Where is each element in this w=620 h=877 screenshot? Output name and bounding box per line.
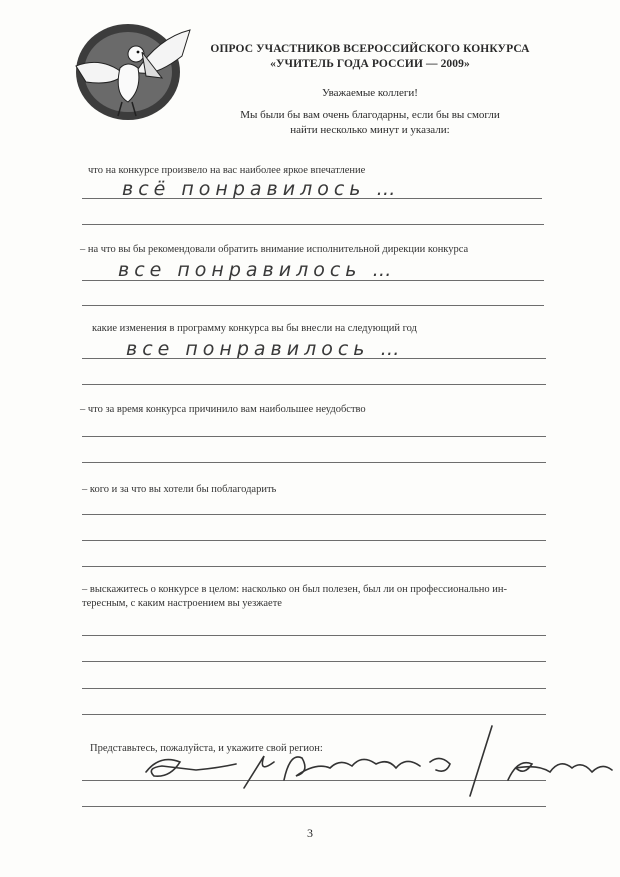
intro-text (210, 108, 530, 138)
question-4: – что за время конкурса причинило вам наибольшее неудобство (80, 404, 366, 415)
question-3: какие изменения в программу конкурса вы бы внесли на следующий год (92, 323, 417, 334)
question-2: – на что вы бы рекомендовали обратить внимание исполнительной дирекции конкурса (80, 244, 469, 255)
answer-line (82, 224, 544, 225)
answer-line (82, 688, 546, 689)
question-6-line-1: – выскажитесь о конкурсе в целом: насколько он был полезен, был ли он профессионально ин- (82, 584, 507, 595)
question-5: – кого и за что вы хотели бы поблагодарить (82, 484, 277, 495)
question-7: Представьтесь, пожалуйста, и укажите свой регион: (90, 743, 323, 754)
answer-line (82, 280, 544, 281)
answer-line (82, 198, 542, 199)
answer-line (82, 806, 546, 807)
answer-line (82, 566, 546, 567)
answer-line (82, 305, 544, 306)
pelican-logo (62, 16, 194, 128)
question-6-line-2: тересным, с каким настроением вы уезжаете (82, 598, 282, 609)
answer-3[interactable]: все понравилось … (126, 338, 405, 360)
answer-2[interactable]: все понравилось … (118, 259, 397, 281)
answer-line (82, 635, 546, 636)
answer-line (82, 540, 546, 541)
title-line-2: «УЧИТЕЛЬ ГОДА РОССИИ — 2009» (270, 58, 470, 70)
answer-line (82, 714, 546, 715)
intro-line-2: найти несколько минут и указали: (290, 124, 450, 136)
question-6 (82, 583, 562, 611)
answer-1[interactable]: всё понравилось … (122, 178, 401, 200)
question-1: что на конкурсе произвело на вас наиболее яркое впечатление (88, 165, 366, 176)
answer-line (82, 384, 546, 385)
intro-line-1: Мы были бы вам очень благодарны, если бы вы смогли (240, 109, 500, 121)
answer-line (82, 514, 546, 515)
page-title (210, 42, 530, 72)
answer-line (82, 462, 546, 463)
handwritten-signature (140, 718, 618, 800)
answer-line (82, 436, 546, 437)
answer-line (82, 661, 546, 662)
title-line-1: ОПРОС УЧАСТНИКОВ ВСЕРОССИЙСКОГО КОНКУРСА (210, 43, 530, 55)
page-number: 3 (307, 826, 313, 840)
greeting: Уважаемые коллеги! (322, 87, 418, 99)
answer-line (82, 358, 546, 359)
